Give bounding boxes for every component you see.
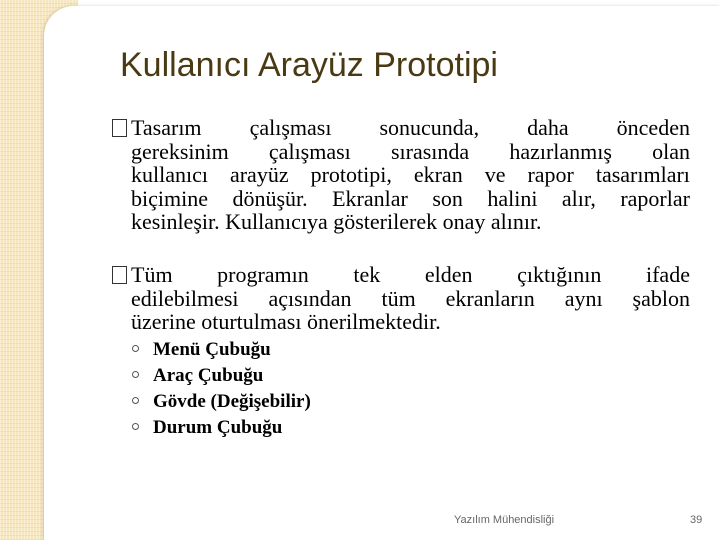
sub-bullet-list (132, 337, 311, 441)
paragraph-word: açısından (268, 285, 352, 311)
paragraph-line (112, 140, 690, 164)
paragraph-word: önceden (616, 115, 690, 140)
paragraph-1 (112, 116, 690, 234)
paragraph-line (112, 187, 690, 211)
paragraph-word: Ekranlar (332, 185, 408, 211)
paragraph-line (112, 287, 690, 311)
paragraph-word: olan (652, 138, 690, 164)
paragraph-word: daha (527, 115, 569, 140)
paragraph-first-word (112, 263, 173, 287)
ring-bullet-icon (132, 371, 139, 378)
ring-bullet-icon (132, 423, 139, 430)
paragraph-line (112, 263, 690, 287)
paragraph-word: alır, (561, 185, 596, 211)
paragraph-word: rapor (527, 162, 574, 187)
paragraph-word: tasarımları (595, 162, 690, 187)
paragraph-word: Tüm (131, 262, 173, 287)
paragraph-word: sırasında (390, 138, 470, 164)
paragraph-word: halini (487, 185, 538, 211)
paragraph-line (112, 310, 690, 334)
paragraph-line (112, 163, 690, 187)
paragraph-word: çıktığının (517, 262, 602, 287)
paragraph-word: kesinleşir. Kullanıcıya gösterilerek onay alınır. (131, 209, 542, 234)
sub-bullet-label: Gövde (Değişebilir) (153, 391, 311, 412)
bullet-box-icon (112, 119, 127, 137)
paragraph-word: şablon (632, 285, 690, 311)
paragraph-2 (112, 263, 690, 334)
paragraph-word: programın (217, 262, 309, 287)
sub-bullet-item (132, 415, 311, 441)
sub-bullet-label: Araç Çubuğu (153, 365, 264, 386)
paragraph-word: ifade (645, 262, 690, 287)
paragraph-word: kullanıcı (131, 162, 208, 187)
paragraph-word: prototipi, (310, 162, 392, 187)
paragraph-word: sonucunda, (379, 115, 480, 140)
paragraph-word: dönüşür. (232, 185, 308, 211)
ring-bullet-icon (132, 397, 139, 404)
paragraph-line (112, 210, 690, 234)
ring-bullet-icon (132, 345, 139, 352)
paragraph-word: Tasarım (131, 115, 202, 140)
paragraph-word: çalışması (268, 138, 351, 164)
page-number: 39 (690, 514, 703, 526)
paragraph-word: ekran (413, 162, 463, 187)
sub-bullet-label: Durum Çubuğu (153, 417, 283, 438)
sub-bullet-label: Menü Çubuğu (153, 339, 271, 360)
paragraph-word: üzerine oturtulması önerilmektedir. (131, 309, 441, 334)
paragraph-word: aynı (564, 285, 603, 311)
paragraph-word: biçimine (131, 185, 208, 211)
paragraph-word: çalışması (249, 115, 332, 140)
paragraph-word: hazırlanmış (509, 138, 612, 164)
paragraph-word: elden (424, 262, 473, 287)
paragraph-line (112, 116, 690, 140)
sub-bullet-item (132, 389, 311, 415)
sub-bullet-item (132, 337, 311, 363)
sub-bullet-item (132, 363, 311, 389)
paragraph-first-word (112, 116, 202, 140)
paragraph-word: tek (353, 262, 381, 287)
paragraph-word: arayüz (229, 162, 289, 187)
paragraph-word: gereksinim (131, 138, 229, 164)
footer-text: Yazılım Mühendisliği (454, 514, 555, 526)
paragraph-word: tüm (381, 285, 416, 311)
paragraph-word: ve (484, 162, 506, 187)
paragraph-word: son (432, 185, 463, 211)
paragraph-word: raporlar (620, 185, 690, 211)
bullet-box-icon (112, 266, 127, 284)
paragraph-word: edilebilmesi (131, 285, 239, 311)
paragraph-word: ekranların (445, 285, 535, 311)
slide-title: Kullanıcı Arayüz Prototipi (120, 46, 498, 84)
